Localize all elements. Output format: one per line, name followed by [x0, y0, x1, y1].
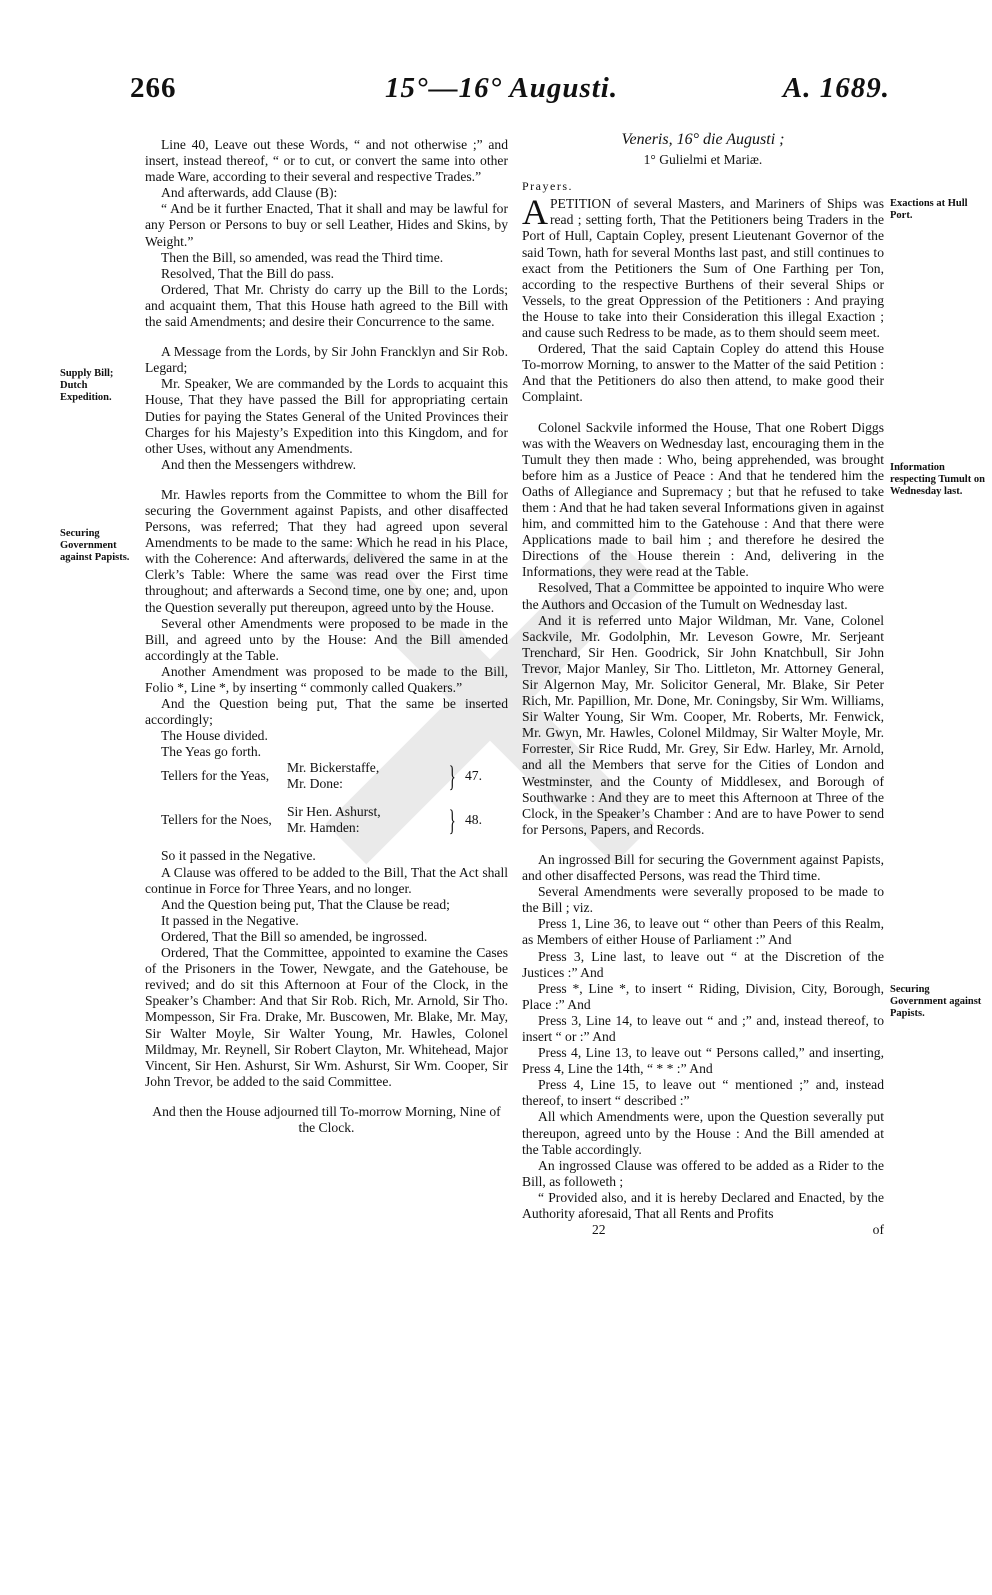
right-column	[522, 132, 884, 1240]
tellers-label: Tellers for the Noes,	[161, 812, 272, 828]
left-column	[145, 137, 508, 1136]
paragraph: The House divided.	[161, 728, 268, 744]
regnal-year: 1° Gulielmi et Mariæ.	[643, 152, 763, 168]
page-footer	[522, 1222, 884, 1240]
paragraph: Another Amendment was proposed to be made to the Bill, Folio *, Line *, by inserting “ commonly called Quakers.”	[145, 663, 508, 695]
header-date: 15°—16° Augusti.	[385, 72, 619, 104]
paragraph: Mr. Speaker, We are commanded by the Lords to acquaint this House, That they have passed the Bill for appropriating certain Duties for paying the States General of the United Provinces their Charges for his Majesty’s Expedition into this Kingdom, and for other Uses, without any Amendments.	[145, 376, 508, 456]
margin-note-securing-right: Securing Government against Papists.	[890, 984, 982, 1019]
page-number: 266	[130, 72, 177, 104]
paragraph: And the Question being put, That the same be inserted accordingly;	[145, 696, 508, 728]
paragraph: Resolved, That a Committee be appointed to inquire Who were the Authors and Occasion of the Tumult on Wednesday last.	[522, 580, 884, 612]
prayers-heading: Prayers.	[522, 179, 573, 194]
paragraph: Press 4, Line 15, to leave out “ mentioned ;” and, instead thereof, to insert “ described :”	[522, 1077, 884, 1109]
paragraph: Then the Bill, so amended, was read the Third time.	[161, 249, 444, 265]
paragraph: Press 4, Line 13, to leave out “ Persons called,” and inserting, Press 4, Line the 14th, “ * * :” And	[522, 1045, 884, 1077]
catchword: of	[872, 1222, 884, 1238]
drop-cap: A	[522, 192, 548, 233]
tellers-label: Tellers for the Yeas,	[161, 768, 270, 784]
margin-note-supply-bill: Supply Bill; Dutch Expedition.	[60, 368, 114, 403]
paragraph: It passed in the Negative.	[161, 912, 299, 928]
paragraph: Colonel Sackvile informed the House, That one Robert Diggs was with the Weavers on Wednesday last, encouraging them in the Tumult they then made : Who, being apprehended, was brought before him as a Justice of Peace : And that he tendered him the Oaths of Allegiance and Supremacy ; but that he refused to take them : And that he had taken several Informations given in against him, and committed him to the Gatehouse : And that there were Applications made to bail him ; and therefore he desired the Directions of the House therein : And, delivering in the Informations, they were read at the Table.	[522, 419, 884, 580]
brace: }	[448, 760, 456, 794]
vote-count: 48.	[465, 812, 482, 828]
paragraph: Press 3, Line last, to leave out “ at the Discretion of the Justices :” And	[522, 948, 884, 980]
header-year: A. 1689.	[782, 72, 890, 104]
paragraph: A Clause was offered to be added to the Bill, That the Act shall continue in Force for Three Years, and no longer.	[145, 864, 508, 896]
paragraph: Press 3, Line 14, to leave out “ and ;” and, instead thereof, to insert “ or :” And	[522, 1012, 884, 1044]
paragraph: Press *, Line *, to insert “ Riding, Division, City, Borough, Place :” And	[522, 980, 884, 1012]
paragraph: APETITION of several Masters, and Mariners of Ships was read ; setting forth, That the Petitioners being Traders in the Port of Hull, Captain Copley, present Lieutenant Governor of the said Town, hath for several Months last past, and still continues to exact from the Petitioners the Sum of One Farthing per Ton, according to the respective Burthens of their several Ships or Vessels, to the great Oppression of the Petitioners : And praying the House to take into their Consideration this illegal Exaction ; and cause such Redress to be made, as to them should seem meet.	[522, 192, 884, 341]
teller-name: Mr. Done:	[287, 776, 343, 792]
paragraph: Several other Amendments were proposed to be made in the Bill, and agreed unto by the House: And the Bill amended accordingly at the Table.	[145, 615, 508, 663]
paragraph: An ingrossed Clause was offered to be added as a Rider to the Bill, as followeth ;	[522, 1157, 884, 1189]
paragraph: And the Question being put, That the Clause be read;	[161, 896, 450, 912]
vote-count: 47.	[465, 768, 482, 784]
paragraph: And then the Messengers withdrew.	[161, 456, 357, 472]
paragraph: Resolved, That the Bill do pass.	[161, 265, 335, 281]
paragraph: Ordered, That the Committee, appointed to examine the Cases of the Prisoners in the Tower, Newgate, and the Gatehouse, be revived; and do sit this Afternoon at Four of the Clock, in the Speaker’s Chamber: And that Sir Rob. Rich, Mr. Arnold, Sir Tho. Mompesson, Sir Fra. Drake, Mr. Buscowen, Mr. Blake, Mr. May, Sir Walter Moyle, Sir Walter Young, Mr. Hawles, Colonel Mildmay, Mr. Reynell, Sir Robert Clayton, Mr. Whitehead, Major Vincent, Sir Hen. Ashurst, Sir Wm. Ashurst, Sir Wm. Cooper, Sir John Trevor, be added to the said Committee.	[145, 945, 508, 1089]
paragraph: An ingrossed Bill for securing the Government against Papists, and other disaffected Persons, was read the Third time.	[522, 851, 884, 884]
paragraph: And it is referred unto Major Wildman, Mr. Vane, Colonel Sackvile, Mr. Godolphin, Mr. Leveson Gowre, Mr. Serjeant Trenchard, Sir Hen. Goodrick, Sir John Knatchbull, Sir John Trevor, Major Manley, Sir Tho. Littleton, Mr. Attorney General, Sir Algernon May, Mr. Solicitor General, Mr. Blake, Sir Peter Rich, Mr. Papillion, Mr. Done, Mr. Coningsby, Sir Wm. Williams, Sir Walter Young, Sir Wm. Cooper, Mr. Roberts, Mr. Fenwick, Mr. Gwyn, Mr. Hawles, Colonel Mildmay, Sir Walter Moyle, Mr. Forrester, Sir Rice Rudd, Mr. Grey, Sir Edw. Harley, Mr. Arnold, and all the Members that serve for the Cities of London and Westminster, and the County of Middlesex, and Borough of Southwarke : And they are to meet this Afternoon at Three of the Clock, in the Speaker’s Chamber : And are to have Power to send for Persons, Papers, and Records.	[522, 612, 884, 837]
day-heading: Veneris, 16° die Augusti ;	[621, 131, 785, 148]
paragraph: Mr. Hawles reports from the Committee to whom the Bill for securing the Government against Papists, and other disaffected Persons, was referred; That they had agreed upon several Amendments to be made to the same: Which he read in his Place, with the Coherence: And afterwards, delivered the same in at the Clerk’s Table: Where the same was read over the First time throughout; and afterwards a Second time, one by one; and, upon the Question severally put thereupon, agreed unto by the House.	[145, 486, 508, 615]
margin-note-securing-left: Securing Government against Papists.	[60, 528, 130, 563]
teller-name: Mr. Bickerstaffe,	[287, 760, 380, 776]
tellers-yeas	[145, 760, 508, 804]
brace: }	[448, 804, 456, 838]
paragraph: A Message from the Lords, by Sir John Francklyn and Sir Rob. Legard;	[145, 344, 508, 376]
paragraph: Press 1, Line 36, to leave out “ other than Peers of this Realm, as Members of either House of Parliament :” And	[522, 916, 884, 948]
teller-name: Sir Hen. Ashurst,	[287, 804, 381, 820]
paragraph: So it passed in the Negative.	[161, 848, 316, 864]
paragraph: And afterwards, add Clause (B):	[161, 185, 338, 201]
paragraph: Ordered, That the said Captain Copley do attend this House To-morrow Morning, to answer to the Matter of the said Petition : And that the Petitioners do also then attend, to make good their Complaint.	[522, 341, 884, 405]
paragraph: The Yeas go forth.	[161, 744, 262, 760]
paragraph: Line 40, Leave out these Words, “ and not otherwise ;” and insert, instead thereof, “ or to cut, or convert the same into other made Ware, according to their several and respective Trades.”	[145, 137, 508, 185]
paragraph: All which Amendments were, upon the Question severally put thereupon, agreed unto by the House : And the Bill amended at the Table accordingly.	[522, 1109, 884, 1157]
margin-note-exactions: Exactions at Hull Port.	[890, 198, 968, 221]
margin-note-information: Information respecting Tumult on Wednesday last.	[890, 462, 985, 497]
paragraph: Ordered, That Mr. Christy do carry up the Bill to the Lords; and acquaint them, That this House hath agreed to the Bill with the said Amendments; and desire their Concurrence to the same.	[145, 281, 508, 330]
paragraph: “ And be it further Enacted, That it shall and may be lawful for any Person or Persons to buy or sell Leather, Hides and Skins, by Weight.”	[145, 201, 508, 249]
adjournment: And then the House adjourned till To-morrow Morning, Nine of the Clock.	[152, 1103, 501, 1135]
page-header	[120, 72, 890, 112]
paragraph: “ Provided also, and it is hereby Declared and Enacted, by the Authority aforesaid, That all Rents and Profits	[522, 1189, 884, 1221]
tellers-noes	[145, 804, 508, 848]
paragraph: Several Amendments were severally proposed to be made to the Bill ; viz.	[522, 884, 884, 916]
paragraph: Ordered, That the Bill so amended, be ingrossed.	[161, 928, 428, 944]
teller-name: Mr. Hamden:	[287, 820, 360, 836]
signature-mark: 22	[592, 1222, 606, 1238]
